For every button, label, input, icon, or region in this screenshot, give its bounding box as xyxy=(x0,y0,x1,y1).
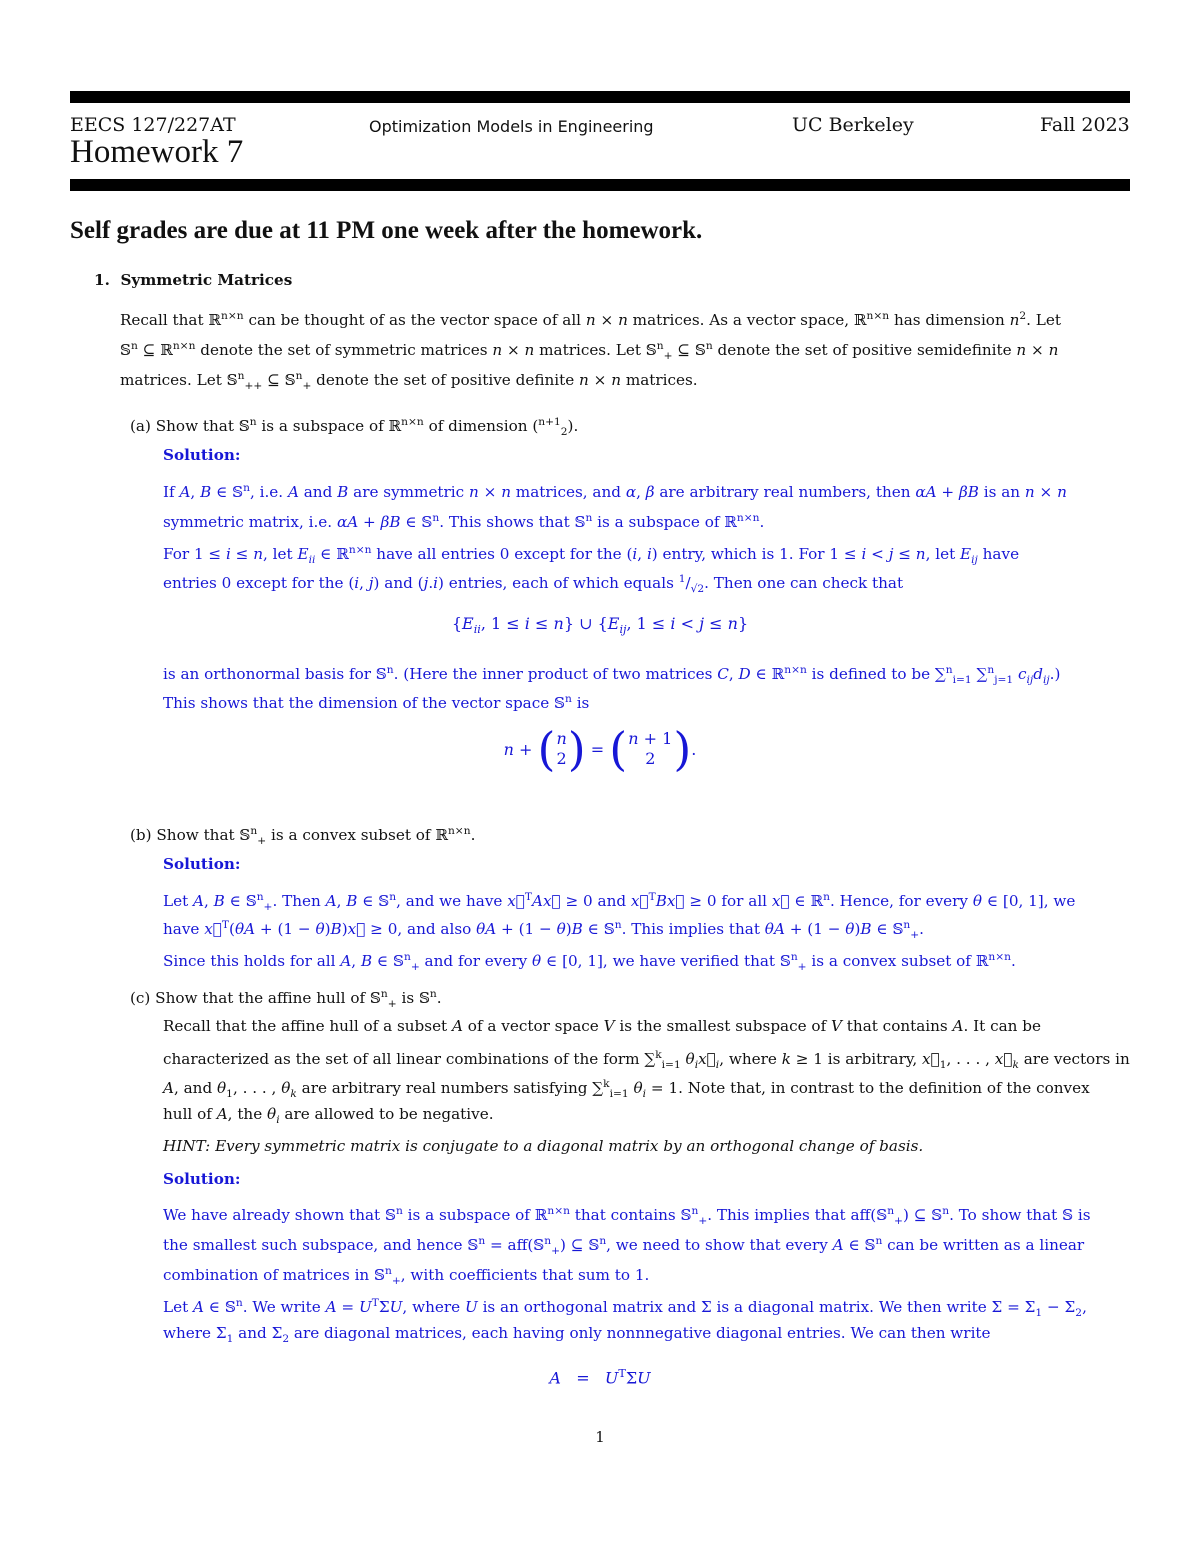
part-c-text-line-4: hull of A, the $\theta_i$ are allowed to be negative. xyxy=(163,1105,494,1127)
basis-equation: {$E_{ii}$, 1 ≤ i ≤ n} ∪ {$E_{ij}$, 1 ≤ i < j ≤ n} xyxy=(451,614,749,637)
dimension-equation: n + ( n 2 ) = ( n + 1 2 ) . xyxy=(503,722,697,776)
part-c-sol-line-2: the smallest such subspace, and hence 𝕊$^n$ = aff(𝕊$^n_+$) ⊆ 𝕊$^n$, we need to show that every A ∈ 𝕊$^n$ can be written as a linear xyxy=(163,1234,1085,1258)
intro-line-3: matrices. Let 𝕊$^n_{++}$ ⊆ 𝕊$^n_+$ denote the set of positive definite n × n matrices. xyxy=(120,369,698,393)
part-b-sol-line-3: Since this holds for all A, B ∈ 𝕊$^n_+$ and for every θ ∈ [0, 1], we have verified that 𝕊$^n_+$ is a convex subset of ℝ$^{n\times n}$. xyxy=(163,950,1016,974)
part-c-sol-line-5: where $\Sigma_1$ and $\Sigma_2$ are diagonal matrices, each having only nonnnegative diagonal entries. We can then write xyxy=(163,1324,991,1346)
part-b-sol-line-2: have x⃗$^T$(θA + (1 − θ)B)x⃗ ≥ 0, and also θA + (1 − θ)B ∈ 𝕊$^n$. This implies that θA + (1 − θ)B ∈ 𝕊$^n_+$. xyxy=(163,918,924,942)
part-a-sol-line-6: This shows that the dimension of the vector space 𝕊$^n$ is xyxy=(163,692,590,713)
part-c-solution-label: Solution: xyxy=(163,1170,241,1188)
problem-title: Symmetric Matrices xyxy=(120,271,293,289)
part-b-label: (b) xyxy=(130,826,152,845)
course-code: EECS 127/227AT xyxy=(70,114,236,136)
part-a-sol-line-3: For 1 ≤ i ≤ n, let $E_{ii}$ ∈ ℝ$^{n\times n}$ have all entries 0 except for the (i, i) entry, which is 1. For 1 ≤ i < j ≤ n, let $E_{ij}$ have xyxy=(163,543,1020,567)
page-number: 1 xyxy=(595,1428,605,1446)
part-c-sol-line-1: We have already shown that 𝕊$^n$ is a subspace of ℝ$^{n\times n}$ that contains 𝕊$^n_+$. This implies that aff(𝕊$^n_+$) ⊆ 𝕊$^n$. To show that 𝕊 is xyxy=(163,1204,1091,1228)
problem-heading xyxy=(94,270,292,290)
part-a-question: (a) Show that 𝕊$^n$ is a subspace of ℝ$^{n\times n}$ of dimension ($^{n+1}_2$). xyxy=(130,415,579,439)
part-c-question: (c) Show that the affine hull of 𝕊$^n_+$ is 𝕊$^n$. xyxy=(130,987,442,1011)
part-c-text-line-2: characterized as the set of all linear combinations of the form ∑$^k_{i=1}$ $\theta_ix⃗_i$, where k ≥ 1 is arbitrary, $x⃗_1$, . . . , $x⃗_k$ are vectors in xyxy=(163,1048,1130,1072)
bottom-rule xyxy=(70,179,1130,191)
homework-title: Homework 7 xyxy=(70,134,244,170)
part-a-sol-line-5: is an orthonormal basis for 𝕊$^n$. (Here the inner product of two matrices C, D ∈ ℝ$^{n\times n}$ is defined to be ∑$^n_{i=1}$ ∑$^n_{j=1}$ $c_{ij}d_{ij}$.) xyxy=(163,663,1061,687)
part-c-label: (c) xyxy=(130,989,151,1008)
part-a-sol-line-4: entries 0 except for the (i, j) and (j.i) entries, each of which equals $^1/_{√2}$. Then one can check that xyxy=(163,572,904,596)
part-a-label: (a) xyxy=(130,417,151,436)
due-notice: Self grades are due at 11 PM one week after the homework. xyxy=(70,217,703,244)
problem-number: 1. xyxy=(94,271,110,289)
part-b-sol-line-1: Let A, B ∈ 𝕊$^n_+$. Then A, B ∈ 𝕊$^n$, and we have x⃗$^T$Ax⃗ ≥ 0 and x⃗$^T$Bx⃗ ≥ 0 for all x⃗ ∈ ℝ$^n$. Hence, for every θ ∈ [0, 1], we xyxy=(163,890,1076,914)
part-b-question: (b) Show that 𝕊$^n_+$ is a convex subset of ℝ$^{n\times n}$. xyxy=(130,824,476,848)
school-name: UC Berkeley xyxy=(792,114,914,136)
term: Fall 2023 xyxy=(1040,114,1130,136)
part-b-solution-label: Solution: xyxy=(163,855,241,873)
part-c-text-line-3: A, and $\theta_1$, . . . , $\theta_k$ are arbitrary real numbers satisfying ∑$^k_{i=1}$ $\theta_i = 1$. Note that, in contrast to the definition of the convex xyxy=(163,1077,1090,1101)
part-a-sol-line-1: If A, B ∈ 𝕊$^n$, i.e. A and B are symmetric n × n matrices, and α, β are arbitrary real numbers, then αA + βB is an n × n xyxy=(163,481,1067,502)
part-c-hint: HINT: Every symmetric matrix is conjugate to a diagonal matrix by an orthogonal change of basis. xyxy=(163,1137,924,1155)
intro-line-2: 𝕊$^n$ ⊆ ℝ$^{n\times n}$ denote the set of symmetric matrices n × n matrices. Let 𝕊$^n_+$ ⊆ 𝕊$^n$ denote the set of positive semidefinite n × n xyxy=(120,339,1059,363)
part-c-sol-line-4: Let A ∈ 𝕊$^n$. We write $A = U^T\Sigma U$, where U is an orthogonal matrix and Σ is a diagonal matrix. We then write $\Sigma = \Sigma_1 - \Sigma_2$, xyxy=(163,1296,1087,1320)
part-a-solution-label: Solution: xyxy=(163,446,241,464)
part-c-text-line-1: Recall that the affine hull of a subset A of a vector space V is the smallest subspace of V that contains A. It can be xyxy=(163,1017,1041,1035)
course-subject: Optimization Models in Engineering xyxy=(369,117,654,136)
part-a-sol-line-2: symmetric matrix, i.e. αA + βB ∈ 𝕊$^n$. This shows that 𝕊$^n$ is a subspace of ℝ$^{n\times n}$. xyxy=(163,511,765,532)
top-rule xyxy=(70,91,1130,103)
part-c-sol-line-3: combination of matrices in 𝕊$^n_+$, with coefficients that sum to 1. xyxy=(163,1264,650,1288)
decomposition-equation: $A = U^T\Sigma U$ xyxy=(549,1367,651,1388)
intro-line-1: Recall that ℝ$^{n\times n}$ can be thought of as the vector space of all n × n matrices. As a vector space, ℝ$^{n\times n}$ has dimension $n^2$. Let xyxy=(120,309,1061,330)
